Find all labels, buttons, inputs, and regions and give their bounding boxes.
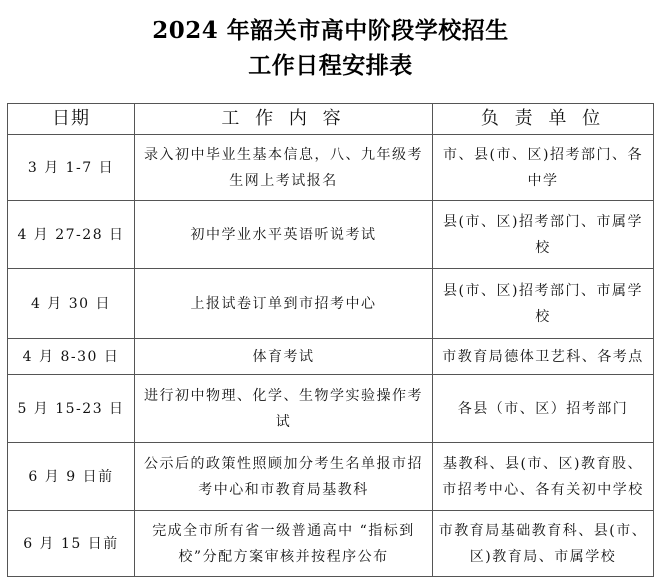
row-unit: 市、县(市、区)招考部门、各中学 <box>433 135 654 201</box>
row-content: 进行初中物理、化学、生物学实验操作考试 <box>135 375 433 443</box>
row-date: 6 月 15 日前 <box>8 511 135 577</box>
row-unit: 各县（市、区）招考部门 <box>433 375 654 443</box>
row-content: 上报试卷订单到市招考中心 <box>135 269 433 339</box>
column-header-content: 工 作 内 容 <box>135 104 433 135</box>
row-content: 完成全市所有省一级普通高中 “指标到校”分配方案审核并按程序公布 <box>135 511 433 577</box>
table-row <box>8 511 654 577</box>
row-unit: 市教育局德体卫艺科、各考点 <box>433 339 654 375</box>
column-header-date: 日期 <box>8 104 135 135</box>
schedule-table <box>7 103 654 577</box>
table-row <box>8 269 654 339</box>
row-date: 4 月 30 日 <box>8 269 135 339</box>
page-title-line2: 工作日程安排表 <box>248 52 413 79</box>
table-header-row <box>8 104 654 135</box>
table-row <box>8 339 654 375</box>
row-content: 录入初中毕业生基本信息，八、九年级考生网上考试报名 <box>135 135 433 201</box>
row-date: 4 月 27-28 日 <box>8 201 135 269</box>
table-row <box>8 201 654 269</box>
row-content: 体育考试 <box>135 339 433 375</box>
row-date: 5 月 15-23 日 <box>8 375 135 443</box>
row-date: 6 月 9 日前 <box>8 443 135 511</box>
row-date: 3 月 1-7 日 <box>8 135 135 201</box>
table-row <box>8 135 654 201</box>
row-content: 公示后的政策性照顾加分考生名单报市招考中心和市教育局基教科 <box>135 443 433 511</box>
row-unit: 县(市、区)招考部门、市属学校 <box>433 201 654 269</box>
row-unit: 县(市、区)招考部门、市属学校 <box>433 269 654 339</box>
row-unit: 市教育局基础教育科、县(市、区)教育局、市属学校 <box>433 511 654 577</box>
table-row <box>8 443 654 511</box>
row-unit: 基教科、县(市、区)教育股、市招考中心、各有关初中学校 <box>433 443 654 511</box>
column-header-unit: 负 责 单 位 <box>433 104 654 135</box>
row-date: 4 月 8-30 日 <box>8 339 135 375</box>
table-row <box>8 375 654 443</box>
page-title-line1: 2024 年韶关市高中阶段学校招生 <box>152 17 509 44</box>
row-content: 初中学业水平英语听说考试 <box>135 201 433 269</box>
